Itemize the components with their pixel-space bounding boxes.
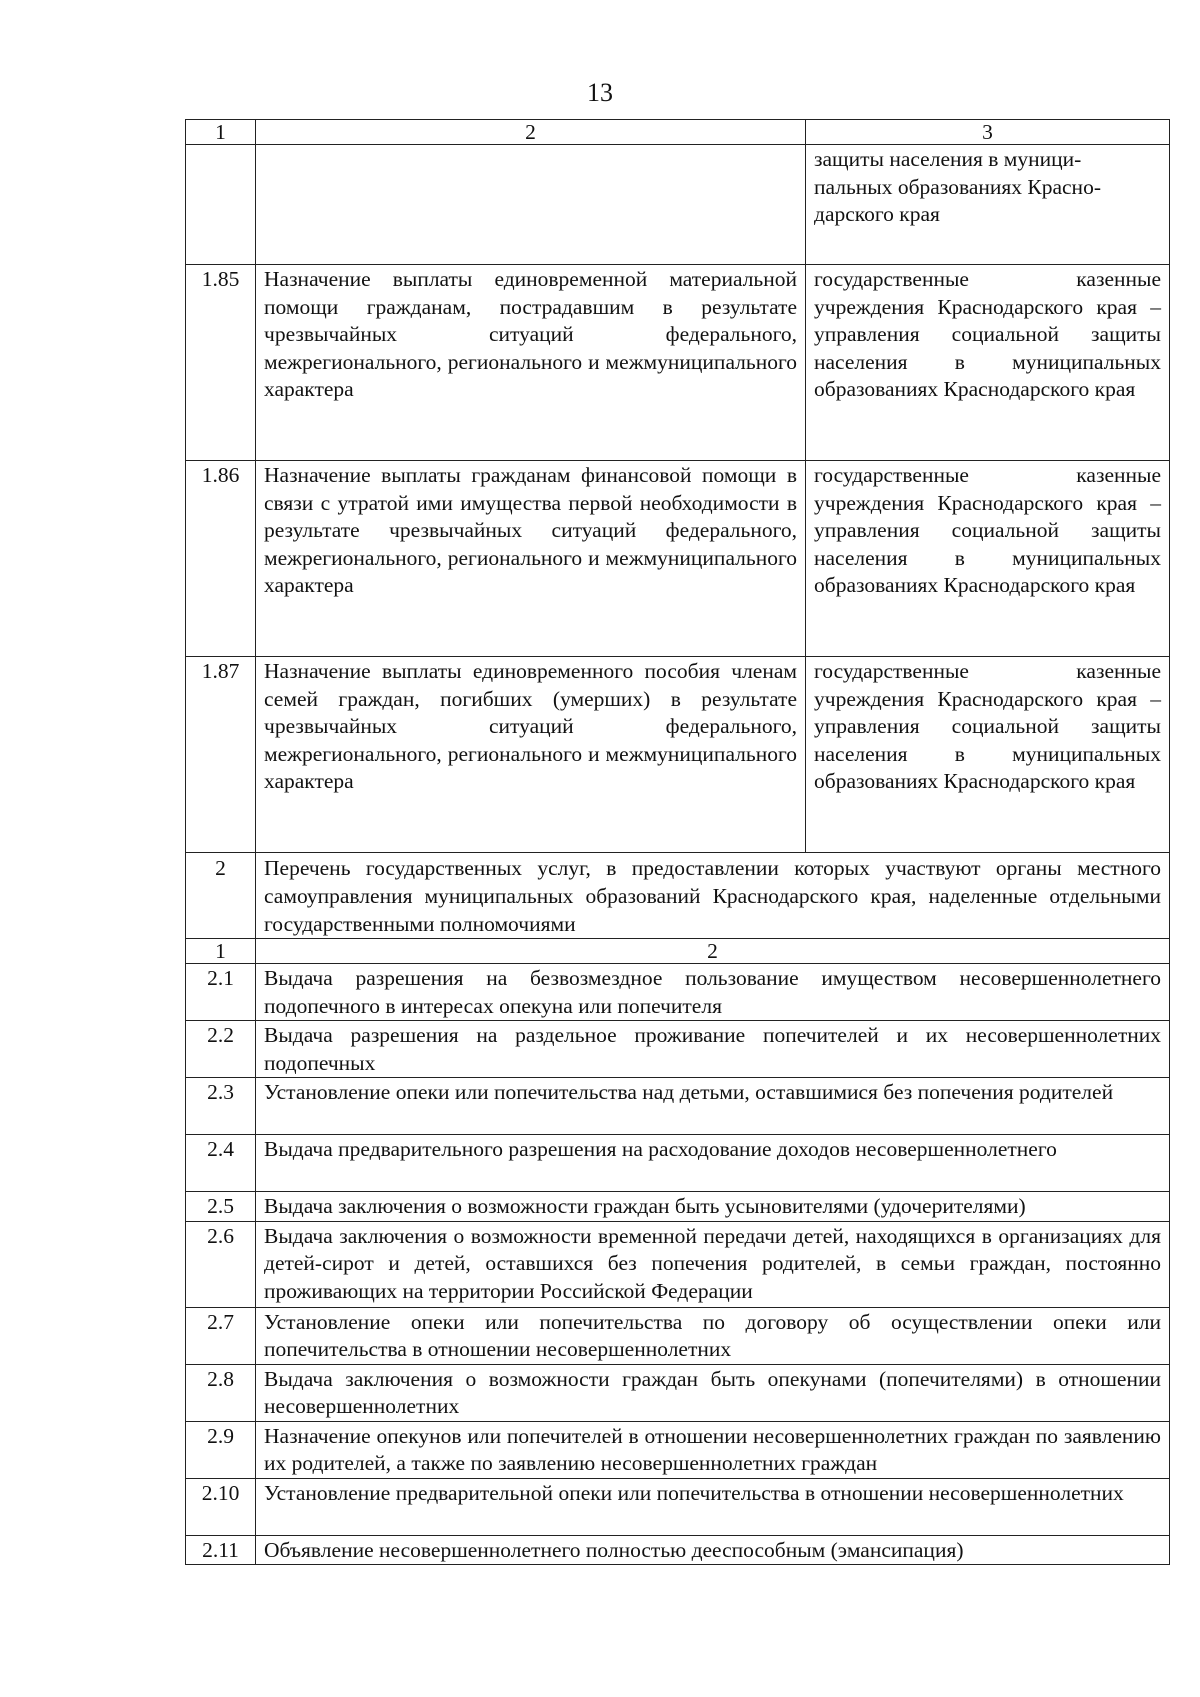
responsible-organization: государственные казенные учреждения Краснодарского края – управления социальной защиты населения в муниципальных образованиях Краснодарского края bbox=[806, 461, 1170, 657]
section-heading-row bbox=[186, 853, 1170, 939]
row-number: 2.9 bbox=[186, 1421, 256, 1478]
row-number: 2.10 bbox=[186, 1478, 256, 1535]
service-name: Объявление несовершеннолетнего полностью дееспособным (эмансипация) bbox=[256, 1535, 1170, 1565]
row-number: 2.7 bbox=[186, 1307, 256, 1364]
table-row bbox=[186, 1192, 1170, 1222]
responsible-organization: защиты населения в муници- пальных образованиях Красно- дарского края bbox=[806, 145, 1170, 265]
service-name: Установление опеки или попечительства над детьми, оставшимися без попечения родителей bbox=[256, 1078, 1170, 1135]
service-name: Выдача разрешения на безвозмездное пользование имуществом несовершеннолетнего подопечного в интересах опекуна или попечителя bbox=[256, 964, 1170, 1021]
header-col-2: 2 bbox=[256, 939, 1170, 964]
service-name: Выдача предварительного разрешения на расходование доходов несовершеннолетнего bbox=[256, 1135, 1170, 1192]
services-table bbox=[185, 119, 1170, 1565]
row-number: 2.11 bbox=[186, 1535, 256, 1565]
service-name: Назначение выплаты единовременной материальной помощи гражданам, пострадавшим в результате чрезвычайных ситуаций федерального, межрегионального, регионального и межмуниципального характера bbox=[256, 265, 806, 461]
header-col-2: 2 bbox=[256, 120, 806, 145]
table-row bbox=[186, 145, 1170, 265]
row-number: 2.5 bbox=[186, 1192, 256, 1222]
page-number: 13 bbox=[587, 78, 613, 107]
row-number: 1.86 bbox=[186, 461, 256, 657]
header-col-1: 1 bbox=[186, 120, 256, 145]
service-name: Назначение выплаты гражданам финансовой помощи в связи с утратой ими имущества первой необходимости в результате чрезвычайных ситуаций федерального, межрегионального, регионального и межмуниципального характера bbox=[256, 461, 806, 657]
table-row bbox=[186, 1135, 1170, 1192]
table-row bbox=[186, 1221, 1170, 1307]
service-name: Выдача заключения о возможности временной передачи детей, находящихся в организациях для детей-сирот и детей, оставшихся без попечения родителей, в семьи граждан, постоянно проживающих на территории Российской Федерации bbox=[256, 1221, 1170, 1307]
table-row bbox=[186, 1478, 1170, 1535]
responsible-organization: государственные казенные учреждения Краснодарского края – управления социальной защиты населения в муниципальных образованиях Краснодарского края bbox=[806, 265, 1170, 461]
row-number bbox=[186, 145, 256, 265]
service-name bbox=[256, 145, 806, 265]
table-row bbox=[186, 1535, 1170, 1565]
service-name: Выдача заключения о возможности граждан быть опекунами (попечителями) в отношении несовершеннолетних bbox=[256, 1364, 1170, 1421]
table-header-row bbox=[186, 120, 1170, 145]
table-row bbox=[186, 964, 1170, 1021]
section-title: Перечень государственных услуг, в предоставлении которых участвуют органы местного самоуправления муниципальных образований Краснодарского края, наделенные отдельными государственными полномочиями bbox=[256, 853, 1170, 939]
table-row bbox=[186, 265, 1170, 461]
row-number: 1.85 bbox=[186, 265, 256, 461]
header-col-3: 3 bbox=[806, 120, 1170, 145]
service-name: Установление предварительной опеки или попечительства в отношении несовершеннолетних bbox=[256, 1478, 1170, 1535]
service-name: Назначение опекунов или попечителей в отношении несовершеннолетних граждан по заявлению их родителей, а также по заявлению несовершеннолетних граждан bbox=[256, 1421, 1170, 1478]
section-number: 2 bbox=[186, 853, 256, 939]
service-name: Выдача заключения о возможности граждан быть усыновителями (удочерителями) bbox=[256, 1192, 1170, 1222]
row-number: 1.87 bbox=[186, 657, 256, 853]
row-number: 2.1 bbox=[186, 964, 256, 1021]
row-number: 2.3 bbox=[186, 1078, 256, 1135]
table-row bbox=[186, 1307, 1170, 1364]
table-header-row bbox=[186, 939, 1170, 964]
service-name: Назначение выплаты единовременного пособия членам семей граждан, погибших (умерших) в результате чрезвычайных ситуаций федерального, межрегионального, регионального и межмуниципального характера bbox=[256, 657, 806, 853]
row-number: 2.4 bbox=[186, 1135, 256, 1192]
row-number: 2.2 bbox=[186, 1021, 256, 1078]
table-row bbox=[186, 657, 1170, 853]
row-number: 2.8 bbox=[186, 1364, 256, 1421]
service-name: Выдача разрешения на раздельное проживание попечителей и их несовершеннолетних подопечных bbox=[256, 1021, 1170, 1078]
table-row bbox=[186, 1421, 1170, 1478]
table-row bbox=[186, 1078, 1170, 1135]
table-row bbox=[186, 1021, 1170, 1078]
table-row bbox=[186, 1364, 1170, 1421]
responsible-organization: государственные казенные учреждения Краснодарского края – управления социальной защиты населения в муниципальных образованиях Краснодарского края bbox=[806, 657, 1170, 853]
table-row bbox=[186, 461, 1170, 657]
header-col-1: 1 bbox=[186, 939, 256, 964]
row-number: 2.6 bbox=[186, 1221, 256, 1307]
service-name: Установление опеки или попечительства по договору об осуществлении опеки или попечительства в отношении несовершеннолетних bbox=[256, 1307, 1170, 1364]
